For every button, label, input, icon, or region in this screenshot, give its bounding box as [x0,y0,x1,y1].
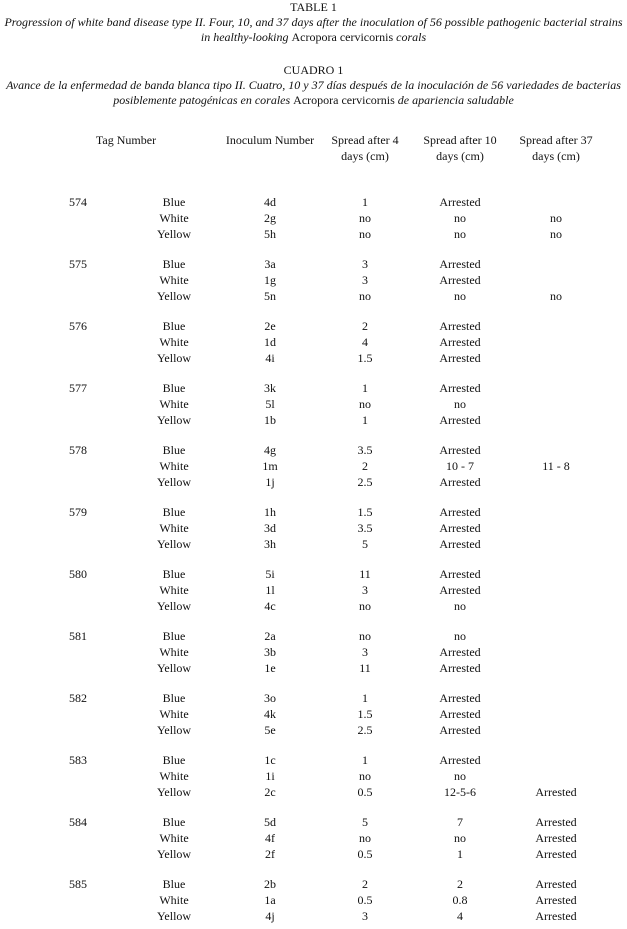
cell-spread-10-days: no [454,397,466,411]
cell-tag-number: 582 [69,691,87,705]
cell-inoculum-number: 4g [264,443,276,457]
cell-spread-4-days: 3.5 [357,521,373,535]
cell-inoculum-number: 1e [264,661,276,675]
cell-spread-4-days: 3 [362,583,368,597]
cell-spread-37-days: Arrested [535,893,577,907]
cell-inoculum-number: 4d [264,195,276,209]
cell-spread-4-days: 4 [362,335,368,349]
cell-inoculum-number: 2g [264,211,276,225]
cell-inoculum-number: 1i [265,769,275,783]
cell-spread-10-days: Arrested [439,753,481,767]
table-title-es-text: CUADRO 1 [283,63,344,77]
cell-coral-color: White [159,645,189,659]
cell-coral-color: Blue [162,195,186,209]
cell-spread-10-days: no [454,211,466,225]
cell-coral-color: Yellow [156,909,192,923]
column-header-inoculum-number: Inoculum Number [225,133,315,147]
cell-coral-color: Blue [162,257,186,271]
cell-spread-10-days: no [454,289,466,303]
cell-spread-10-days: no [454,769,466,783]
cell-coral-color: White [159,335,189,349]
cell-coral-color: White [159,831,189,845]
cell-inoculum-number: 2a [264,629,276,643]
cell-spread-10-days: Arrested [439,583,481,597]
cell-spread-4-days: 11 [359,661,371,675]
cell-coral-color: Yellow [156,413,192,427]
cell-inoculum-number: 1g [264,273,276,287]
cell-spread-4-days: no [359,769,371,783]
cell-spread-10-days: Arrested [439,707,481,721]
cell-coral-color: Blue [162,567,186,581]
cell-coral-color: White [159,211,189,225]
cell-inoculum-number: 4c [264,599,276,613]
cell-coral-color: Yellow [156,661,192,675]
cell-coral-color: Blue [162,381,186,395]
cell-spread-4-days: 2.5 [357,475,373,489]
cell-spread-4-days: 2 [362,319,368,333]
cell-spread-10-days: 10 - 7 [446,459,474,473]
cell-spread-10-days: no [454,629,466,643]
cell-coral-color: Blue [162,691,186,705]
cell-spread-37-days: no [550,227,562,241]
cell-inoculum-number: 1a [264,893,276,907]
cell-tag-number: 574 [69,195,87,209]
cell-inoculum-number: 3k [264,381,276,395]
cell-spread-4-days: 11 [359,567,371,581]
cell-spread-37-days: Arrested [535,831,577,845]
cell-inoculum-number: 2b [264,877,276,891]
cell-tag-number: 585 [69,877,87,891]
cell-inoculum-number: 1h [264,505,276,519]
cell-spread-37-days: Arrested [535,785,577,799]
cell-inoculum-number: 2c [264,785,276,799]
cell-spread-37-days: Arrested [535,847,577,861]
cell-spread-4-days: 0.5 [357,785,373,799]
cell-spread-10-days: no [454,599,466,613]
cell-coral-color: Blue [162,319,186,333]
cell-coral-color: Yellow [156,599,192,613]
cell-tag-number: 583 [69,753,87,767]
cell-inoculum-number: 3d [264,521,276,535]
cell-spread-10-days: Arrested [439,505,481,519]
cell-coral-color: White [159,273,189,287]
table-title-en-text: TABLE 1 [290,0,337,14]
cell-inoculum-number: 5d [264,815,276,829]
cell-spread-4-days: 0.5 [357,893,373,907]
cell-spread-4-days: 2.5 [357,723,373,737]
cell-spread-4-days: 1 [362,753,368,767]
cell-spread-4-days: no [359,289,371,303]
cell-coral-color: Blue [162,877,186,891]
cell-inoculum-number: 5n [264,289,276,303]
table-description-es-part1: Avance de la enfermedad de banda blanca tipo II. Cuatro, 10 y 37 días después de la inoculación de 56 variedades de bacterias posiblemente patogénicas en corales [6,78,621,107]
cell-coral-color: Yellow [156,537,192,551]
cell-inoculum-number: 1c [264,753,276,767]
cell-spread-10-days: Arrested [439,319,481,333]
column-header-spread-37-days: Spread after 37 days (cm) [519,133,593,163]
cell-spread-37-days: Arrested [535,877,577,891]
cell-spread-4-days: 3 [362,257,368,271]
cell-coral-color: Yellow [156,289,192,303]
cell-tag-number: 581 [69,629,87,643]
cell-spread-4-days: no [359,831,371,845]
cell-spread-10-days: Arrested [439,257,481,271]
cell-inoculum-number: 3b [264,645,276,659]
cell-spread-4-days: 3 [362,909,368,923]
column-header-spread-10-days: Spread after 10 days (cm) [423,133,497,163]
cell-tag-number: 578 [69,443,87,457]
cell-tag-number: 575 [69,257,87,271]
cell-spread-10-days: 1 [457,847,463,861]
cell-spread-4-days: 1 [362,691,368,705]
cell-inoculum-number: 4j [265,909,275,923]
cell-spread-10-days: 12-5-6 [444,785,476,799]
cell-inoculum-number: 1j [265,475,275,489]
cell-inoculum-number: 3o [264,691,276,705]
table-description-en-species: Acropora cervicornis [291,30,394,44]
cell-inoculum-number: 4k [264,707,276,721]
cell-spread-4-days: 3 [362,273,368,287]
cell-spread-4-days: no [359,397,371,411]
cell-inoculum-number: 5e [264,723,276,737]
cell-spread-10-days: Arrested [439,335,481,349]
cell-coral-color: Yellow [156,475,192,489]
table-description-es-part2: de apariencia saludable [394,93,514,107]
cell-spread-4-days: no [359,599,371,613]
cell-inoculum-number: 5h [264,227,276,241]
cell-coral-color: Yellow [156,785,192,799]
cell-tag-number: 576 [69,319,87,333]
cell-coral-color: Yellow [156,227,192,241]
cell-spread-4-days: 0.5 [357,847,373,861]
cell-coral-color: Blue [162,505,186,519]
cell-inoculum-number: 1m [262,459,278,473]
cell-tag-number: 579 [69,505,87,519]
column-header-tag-number: Tag Number [95,133,157,147]
table-description-en-part2: corals [393,30,427,44]
cell-coral-color: White [159,397,189,411]
cell-inoculum-number: 3h [264,537,276,551]
cell-spread-4-days: 5 [362,815,368,829]
cell-coral-color: White [159,583,189,597]
cell-inoculum-number: 1l [265,583,275,597]
cell-spread-4-days: 1 [362,381,368,395]
table-description-es-species: Acropora cervicornis [293,93,395,107]
cell-coral-color: Yellow [156,351,192,365]
cell-tag-number: 584 [69,815,87,829]
cell-spread-10-days: Arrested [439,645,481,659]
cell-inoculum-number: 4f [265,831,275,845]
cell-spread-4-days: no [359,211,371,225]
cell-tag-number: 577 [69,381,87,395]
cell-inoculum-number: 1b [264,413,276,427]
cell-spread-37-days: no [550,289,562,303]
column-header-spread-4-days: Spread after 4 days (cm) [331,133,399,163]
cell-spread-4-days: 3 [362,645,368,659]
cell-spread-4-days: no [359,629,371,643]
cell-spread-4-days: 1 [362,413,368,427]
cell-spread-4-days: 1.5 [357,351,373,365]
cell-spread-10-days: no [454,831,466,845]
cell-coral-color: White [159,459,189,473]
cell-spread-37-days: Arrested [535,909,577,923]
cell-spread-37-days: no [550,211,562,225]
cell-spread-37-days: Arrested [535,815,577,829]
cell-spread-4-days: 1 [362,195,368,209]
cell-spread-10-days: 4 [457,909,463,923]
cell-spread-10-days: Arrested [439,413,481,427]
cell-coral-color: White [159,893,189,907]
cell-inoculum-number: 2e [264,319,276,333]
cell-spread-10-days: Arrested [439,443,481,457]
cell-spread-4-days: 2 [362,459,368,473]
cell-spread-10-days: no [454,227,466,241]
cell-coral-color: Blue [162,753,186,767]
cell-spread-10-days: Arrested [439,521,481,535]
cell-inoculum-number: 5l [265,397,275,411]
cell-spread-4-days: 2 [362,877,368,891]
cell-coral-color: Yellow [156,723,192,737]
cell-spread-10-days: Arrested [439,723,481,737]
cell-spread-10-days: Arrested [439,381,481,395]
cell-coral-color: White [159,521,189,535]
cell-spread-10-days: 2 [457,877,463,891]
cell-spread-37-days: 11 - 8 [542,459,570,473]
cell-spread-10-days: 7 [457,815,463,829]
table-description-en-part1: Progression of white band disease type II. Four, 10, and 37 days after the inoculation of 56 possible pathogenic bacterial strains in healthy-looking [4,15,623,44]
cell-spread-10-days: 0.8 [452,893,468,907]
cell-spread-10-days: Arrested [439,661,481,675]
cell-coral-color: White [159,707,189,721]
cell-spread-10-days: Arrested [439,475,481,489]
cell-inoculum-number: 3a [264,257,276,271]
cell-spread-4-days: 5 [362,537,368,551]
cell-inoculum-number: 5i [265,567,275,581]
cell-spread-10-days: Arrested [439,351,481,365]
cell-inoculum-number: 4i [265,351,275,365]
cell-spread-10-days: Arrested [439,537,481,551]
cell-spread-4-days: 1.5 [357,505,373,519]
cell-spread-4-days: no [359,227,371,241]
cell-spread-4-days: 3.5 [357,443,373,457]
cell-spread-10-days: Arrested [439,273,481,287]
cell-spread-4-days: 1.5 [357,707,373,721]
cell-coral-color: Blue [162,443,186,457]
cell-inoculum-number: 1d [264,335,276,349]
cell-coral-color: Blue [162,815,186,829]
cell-spread-10-days: Arrested [439,567,481,581]
cell-inoculum-number: 2f [265,847,275,861]
cell-coral-color: Blue [162,629,186,643]
cell-spread-10-days: Arrested [439,195,481,209]
cell-coral-color: Yellow [156,847,192,861]
cell-coral-color: White [159,769,189,783]
cell-tag-number: 580 [69,567,87,581]
cell-spread-10-days: Arrested [439,691,481,705]
